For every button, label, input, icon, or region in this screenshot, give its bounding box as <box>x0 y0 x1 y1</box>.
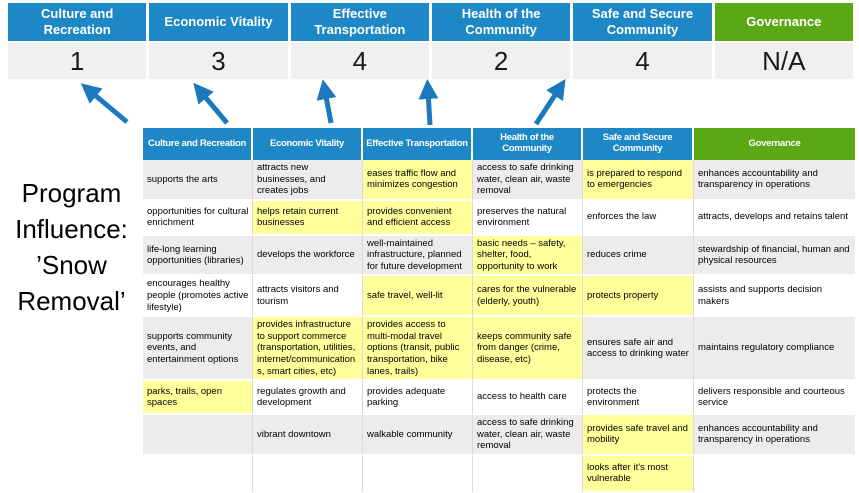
table-cell: supports community events, and entertainment options <box>143 317 253 381</box>
table-cell: stewardship of financial, human and physical resources <box>694 236 855 277</box>
table-cell: develops the workforce <box>253 236 363 277</box>
table-cell: encourages healthy people (promotes active lifestyle) <box>143 276 253 317</box>
table-cell: enhances accountability and transparency in operations <box>694 160 855 201</box>
priority-box-governance <box>715 3 853 41</box>
table-row <box>143 236 855 277</box>
up-arrow-icon <box>90 91 127 122</box>
table-cell: access to safe drinking water, clean air, waste removal <box>473 160 583 201</box>
table-cell <box>143 456 253 493</box>
up-arrow-icon <box>536 89 559 124</box>
priority-score-row <box>8 43 853 79</box>
priority-label: Economic Vitality <box>164 13 273 29</box>
influence-arrows <box>0 82 859 128</box>
program-influence-title <box>0 176 143 320</box>
table-cell: opportunities for cultural enrichment <box>143 201 253 236</box>
score-value: 4 <box>352 45 368 76</box>
priority-label: Governance <box>746 13 822 29</box>
priority-box-safe-and-secure-community <box>573 3 711 41</box>
table-cell-highlighted: cares for the vulnerable (elderly, youth) <box>473 276 583 317</box>
table-cell: access to safe drinking water, clean air, waste removal <box>473 415 583 456</box>
up-arrow-icon <box>325 91 331 123</box>
influence-table-body <box>143 160 855 493</box>
table-cell-highlighted: is prepared to respond to emergencies <box>583 160 694 201</box>
table-cell-highlighted: provides infrastructure to support commerce (transportation, utilities, internet/communications, smart cities, etc) <box>253 317 363 381</box>
table-header-row <box>143 128 855 160</box>
table-cell <box>363 456 473 493</box>
table-cell-highlighted: safe travel, well-lit <box>363 276 473 317</box>
table-cell <box>694 456 855 493</box>
table-cell-highlighted: parks, trails, open spaces <box>143 381 253 415</box>
table-cell: maintains regulatory compliance <box>694 317 855 381</box>
score-governance <box>715 43 853 79</box>
table-cell-highlighted: provides access to multi-modal travel options (transit, public transportation, bike lanes, trails) <box>363 317 473 381</box>
table-cell-highlighted: keeps community safe from danger (crime, disease, etc) <box>473 317 583 381</box>
table-cell: vibrant downtown <box>253 415 363 456</box>
table-cell: walkable community <box>363 415 473 456</box>
table-cell: protects the environment <box>583 381 694 415</box>
table-header-safe-and-secure-community: Safe and Secure Community <box>583 128 694 160</box>
table-row <box>143 456 855 493</box>
title-line: ’Snow <box>36 249 107 280</box>
priority-label: Effective Transportation <box>314 5 406 37</box>
table-cell-highlighted: looks after it's most vulnerable <box>583 456 694 493</box>
table-cell: ensures safe air and access to drinking water <box>583 317 694 381</box>
table-header-governance: Governance <box>694 128 855 160</box>
score-value: 1 <box>69 45 85 76</box>
title-line: Removal’ <box>17 285 126 316</box>
influence-table <box>143 128 855 493</box>
priority-label: Safe and Secure Community <box>591 5 694 37</box>
up-arrow-icon <box>428 91 430 125</box>
table-cell: enhances accountability and transparency in operations <box>694 415 855 456</box>
table-cell-highlighted: basic needs – safety, shelter, food, opportunity to work <box>473 236 583 277</box>
title-line: Influence: <box>15 213 128 244</box>
priority-header-row <box>8 3 853 41</box>
score-effective-transportation <box>291 43 429 79</box>
table-header-economic-vitality: Economic Vitality <box>253 128 363 160</box>
table-cell <box>473 456 583 493</box>
score-value: 4 <box>635 45 650 76</box>
table-cell-highlighted: eases traffic flow and minimizes congestion <box>363 160 473 201</box>
up-arrow-icon <box>201 92 227 123</box>
title-line: Program <box>21 178 122 208</box>
score-economic-vitality <box>149 43 287 79</box>
table-cell-highlighted: provides safe travel and mobility <box>583 415 694 456</box>
table-row <box>143 381 855 415</box>
table-cell: supports the arts <box>143 160 253 201</box>
table-header-culture-and-recreation: Culture and Recreation <box>143 128 253 160</box>
table-row <box>143 415 855 456</box>
table-cell-highlighted: protects property <box>583 276 694 317</box>
table-cell: assists and supports decision makers <box>694 276 855 317</box>
score-culture-and-recreation <box>8 43 146 79</box>
score-safe-and-secure-community <box>573 43 711 79</box>
priority-box-culture-and-recreation <box>8 3 146 41</box>
table-cell: provides adequate parking <box>363 381 473 415</box>
table-row <box>143 160 855 201</box>
table-row <box>143 201 855 236</box>
priority-label: Culture and Recreation <box>41 5 114 37</box>
table-cell: regulates growth and development <box>253 381 363 415</box>
table-cell: attracts visitors and tourism <box>253 276 363 317</box>
table-header-effective-transportation: Effective Transportation <box>363 128 473 160</box>
table-cell: enforces the law <box>583 201 694 236</box>
table-row <box>143 317 855 381</box>
score-value: 3 <box>211 45 226 76</box>
table-cell <box>143 415 253 456</box>
score-health-of-the-community <box>432 43 570 79</box>
table-row <box>143 276 855 317</box>
table-cell: preserves the natural environment <box>473 201 583 236</box>
table-cell: delivers responsible and courteous service <box>694 381 855 415</box>
table-cell: reduces crime <box>583 236 694 277</box>
table-cell: access to health care <box>473 381 583 415</box>
table-header-health-of-the-community: Health of the Community <box>473 128 583 160</box>
priority-box-health-of-the-community <box>432 3 570 41</box>
table-cell: attracts, develops and retains talent <box>694 201 855 236</box>
table-cell <box>253 456 363 493</box>
priority-box-effective-transportation <box>291 3 429 41</box>
table-cell-highlighted: provides convenient and efficient access <box>363 201 473 236</box>
table-cell: well-maintained infrastructure, planned for future development <box>363 236 473 277</box>
table-cell: attracts new businesses, and creates jobs <box>253 160 363 201</box>
table-cell: life-long learning opportunities (libraries) <box>143 236 253 277</box>
score-value: N/A <box>762 45 806 76</box>
score-value: 2 <box>493 45 509 76</box>
priority-label: Health of the Community <box>461 5 541 37</box>
priority-box-economic-vitality <box>149 3 287 41</box>
table-cell-highlighted: helps retain current businesses <box>253 201 363 236</box>
